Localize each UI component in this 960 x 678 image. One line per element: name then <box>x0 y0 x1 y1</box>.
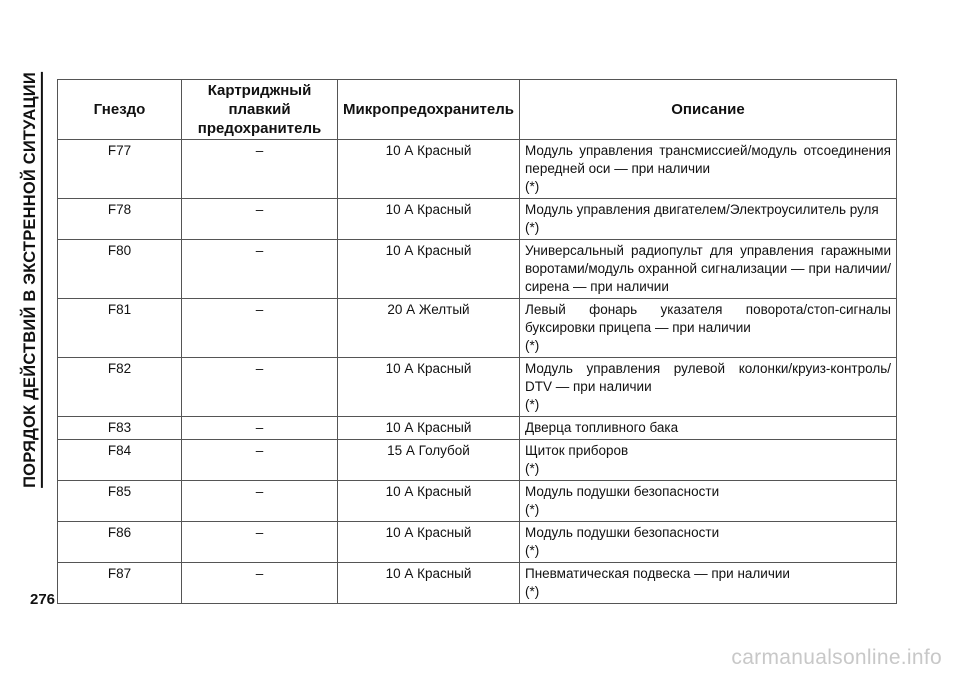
cell-micro: 15 А Голубой <box>338 440 520 481</box>
table-row <box>58 240 897 299</box>
cell-slot: F84 <box>58 440 182 481</box>
page-number: 276 <box>30 591 56 608</box>
watermark: carmanualsonline.info <box>731 646 942 669</box>
cell-micro: 10 А Красный <box>338 563 520 604</box>
cell-slot: F77 <box>58 140 182 199</box>
table-row <box>58 199 897 240</box>
cell-micro: 10 А Красный <box>338 199 520 240</box>
cell-cartridge: – <box>182 440 338 481</box>
description-note: (*) <box>525 338 540 353</box>
cell-cartridge: – <box>182 563 338 604</box>
header-cartridge-label: Картриджный плавкий предохранитель <box>197 82 322 137</box>
description-note: (*) <box>525 543 540 558</box>
cell-description <box>520 140 897 199</box>
description-text: Универсальный радиопульт для управления гаражными воротами/модуль охранной сигнализации — при наличии/сирена — при наличии <box>525 243 891 294</box>
table-row <box>58 140 897 199</box>
table-row <box>58 417 897 440</box>
cell-micro: 20 А Желтый <box>338 299 520 358</box>
cell-description <box>520 358 897 417</box>
cell-micro: 10 А Красный <box>338 417 520 440</box>
cell-micro: 10 А Красный <box>338 358 520 417</box>
description-text: Модуль управления двигателем/Электроусилитель руля <box>525 202 879 217</box>
cell-micro: 10 А Красный <box>338 140 520 199</box>
cell-cartridge: – <box>182 240 338 299</box>
description-note: (*) <box>525 220 540 235</box>
cell-cartridge: – <box>182 358 338 417</box>
description-note: (*) <box>525 179 540 194</box>
cell-cartridge: – <box>182 481 338 522</box>
header-row <box>58 80 897 140</box>
cell-cartridge: – <box>182 140 338 199</box>
table-row <box>58 440 897 481</box>
header-description: Описание <box>520 80 897 140</box>
cell-description <box>520 199 897 240</box>
table-body <box>58 140 897 604</box>
table-row <box>58 563 897 604</box>
table-row <box>58 299 897 358</box>
cell-description <box>520 299 897 358</box>
cell-slot: F85 <box>58 481 182 522</box>
cell-description <box>520 481 897 522</box>
cell-cartridge: – <box>182 199 338 240</box>
description-text: Модуль подушки безопасности <box>525 525 720 540</box>
section-title: ПОРЯДОК ДЕЙСТВИЙ В ЭКСТРЕННОЙ СИТУАЦИИ <box>21 72 43 488</box>
fuse-table <box>57 79 897 604</box>
cell-description <box>520 522 897 563</box>
description-text: Пневматическая подвеска — при наличии <box>525 566 790 581</box>
cell-slot: F81 <box>58 299 182 358</box>
header-micro: Микропредохранитель <box>338 80 520 140</box>
cell-cartridge: – <box>182 522 338 563</box>
description-text: Модуль подушки безопасности <box>525 484 720 499</box>
cell-cartridge: – <box>182 417 338 440</box>
cell-micro: 10 А Красный <box>338 522 520 563</box>
description-text: Дверца топливного бака <box>525 420 679 435</box>
description-text: Левый фонарь указателя поворота/стоп-сигналы буксировки прицепа — при наличии <box>525 302 891 335</box>
cell-cartridge: – <box>182 299 338 358</box>
description-note: (*) <box>525 461 540 476</box>
description-note: (*) <box>525 584 540 599</box>
cell-micro: 10 А Красный <box>338 240 520 299</box>
description-text: Щиток приборов <box>525 443 629 458</box>
cell-slot: F86 <box>58 522 182 563</box>
table-header <box>58 80 897 140</box>
cell-description <box>520 240 897 299</box>
cell-slot: F87 <box>58 563 182 604</box>
header-slot: Гнездо <box>58 80 182 140</box>
description-text: Модуль управления трансмиссией/модуль отсоединения передней оси — при наличии <box>525 143 891 176</box>
cell-slot: F83 <box>58 417 182 440</box>
description-note: (*) <box>525 502 540 517</box>
cell-description <box>520 417 897 440</box>
description-note: (*) <box>525 397 540 412</box>
table-row <box>58 522 897 563</box>
cell-slot: F80 <box>58 240 182 299</box>
table-row <box>58 481 897 522</box>
cell-description <box>520 563 897 604</box>
cell-description <box>520 440 897 481</box>
table-row <box>58 358 897 417</box>
cell-micro: 10 А Красный <box>338 481 520 522</box>
description-text: Модуль управления рулевой колонки/круиз-контроль/ DTV — при наличии <box>525 361 891 394</box>
cell-slot: F78 <box>58 199 182 240</box>
section-title-vertical <box>18 60 46 500</box>
cell-slot: F82 <box>58 358 182 417</box>
header-cartridge <box>182 80 338 140</box>
